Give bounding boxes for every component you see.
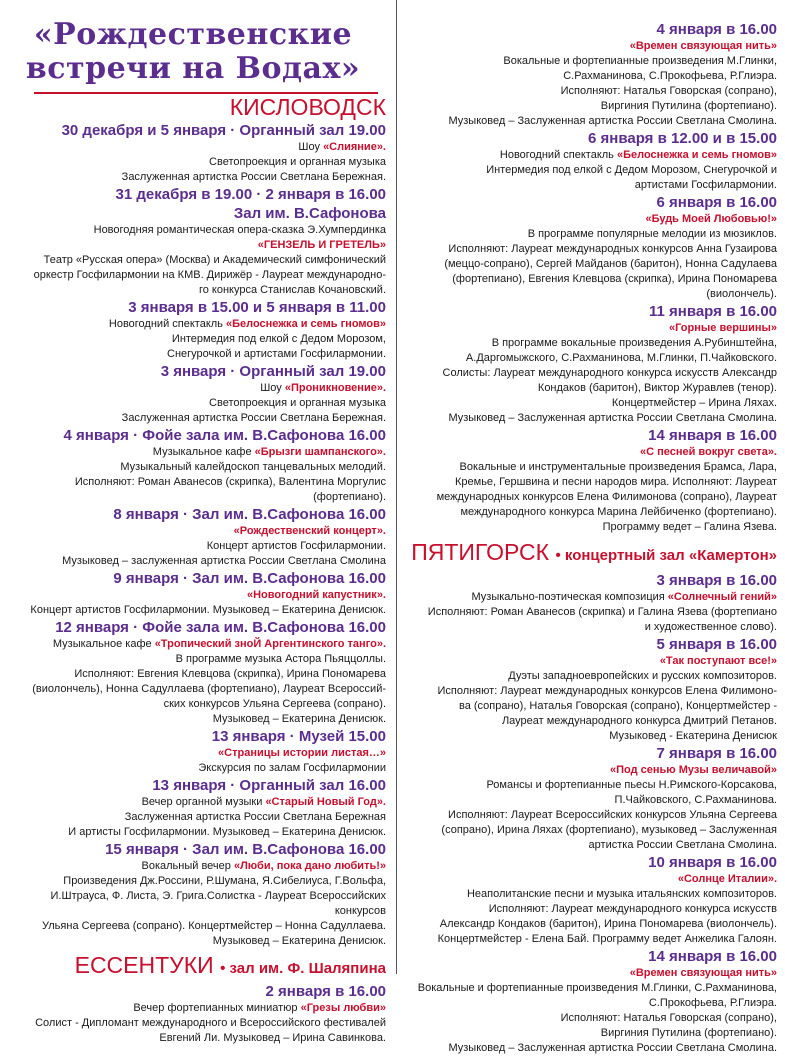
event-text-line: артистка России Светлана Смолина. bbox=[588, 839, 777, 851]
event-text-line: И.Штрауса, Ф. Листа, Э. Грига.Солистка - Лауреат Всероссийских конкурсов bbox=[50, 890, 386, 917]
event-text-line: Концертмейстер – Ирина Ляхах. bbox=[611, 397, 777, 409]
event-block bbox=[402, 193, 777, 302]
event-text-line: Исполняют: Лауреат международных конкурсов Анна Гузаирова bbox=[448, 243, 777, 255]
event-title-line bbox=[0, 1001, 386, 1016]
event-block bbox=[402, 571, 777, 635]
event-show-title: «Страницы истории листая…» bbox=[218, 747, 386, 759]
event-text-line: оркестр Госфилармонии на КМВ. Дирижёр - Лауреат международно- bbox=[33, 269, 386, 281]
event-label: Музыкальное кафе bbox=[152, 446, 255, 458]
event-text-line: Снегурочкой и артистами Госфилармонии. bbox=[167, 348, 386, 360]
event-show-title: «Под сенью Музы величавой» bbox=[610, 764, 777, 776]
event-block bbox=[0, 618, 386, 727]
event-title-line bbox=[402, 445, 777, 460]
event-label: Новогодний спектакль bbox=[499, 149, 617, 161]
event-title-line bbox=[0, 795, 386, 810]
event-block bbox=[0, 298, 386, 362]
event-date: 14 января в 16.00 bbox=[648, 948, 777, 965]
event-text-line: С.Прокофьева, Р.Глиэра. bbox=[648, 997, 777, 1009]
event-text-line: Виргиния Путилина (фортепиано). bbox=[600, 100, 777, 112]
event-text-line: Александр Кондаков (баритон), Ирина Пономарева (виолончель). bbox=[439, 918, 777, 930]
event-label: Шоу bbox=[260, 382, 285, 394]
event-text-line: С.Рахманинова, С.Прокофьева, Р.Глиэра. bbox=[563, 70, 777, 82]
event-title-line bbox=[402, 321, 777, 336]
event-title-line bbox=[0, 140, 386, 155]
event-show-title: «Проникновение». bbox=[284, 382, 386, 394]
event-title-line bbox=[0, 445, 386, 460]
event-label: Музыкально-поэтическая композиция bbox=[471, 591, 668, 603]
event-block bbox=[402, 426, 777, 535]
event-block bbox=[0, 121, 386, 185]
event-show-title: «Люби, пока дано любить!» bbox=[233, 860, 386, 872]
event-text-line: и художественное слово). bbox=[644, 621, 777, 633]
event-text-line: артистами Госфилармонии. bbox=[634, 179, 777, 191]
event-title-line bbox=[402, 148, 777, 163]
event-show-title: «Солнце Италии». bbox=[677, 873, 777, 885]
event-text-line: Исполняют: Наталья Говорская (сопрано), bbox=[560, 85, 777, 97]
event-text-line: Концертмейстер - Елена Бай. Программу ведет Анжелика Галоян. bbox=[437, 933, 777, 945]
event-block bbox=[402, 302, 777, 426]
event-date: 13 января · Музей 15.00 bbox=[211, 728, 386, 745]
event-date: 8 января · Зал им. В.Сафонова 16.00 bbox=[113, 506, 386, 523]
event-block bbox=[402, 853, 777, 947]
right-column bbox=[402, 0, 785, 1056]
event-block bbox=[0, 840, 386, 949]
event-text-line: Исполняют: Лауреат международного конкурса искусств bbox=[488, 903, 777, 915]
event-text-line: Музыковед – Екатерина Денисюк. bbox=[212, 935, 386, 947]
event-text-line: (виолончель), Нонна Садуллаева (фортепиано), Лауреат Всероссий- bbox=[32, 683, 386, 695]
event-block bbox=[402, 744, 777, 853]
event-text-line: Исполняют: Наталья Говорская (сопрано), bbox=[560, 1012, 777, 1024]
event-text-line: Исполняют: Роман Аванесов (скрипка), Валентина Моргулис bbox=[74, 476, 386, 488]
event-text-line: Евгений Ли. Музыковед – Ирина Савинкова. bbox=[159, 1032, 386, 1044]
event-text-line: Вокальные и фортепианные произведения М.Глинки, С.Рахманинова, bbox=[417, 982, 777, 994]
event-title-line bbox=[0, 637, 386, 652]
event-date: 10 января в 16.00 bbox=[648, 854, 777, 871]
event-title-line bbox=[0, 238, 386, 253]
event-text-line: В программе музыка Астора Пьяццоллы. bbox=[175, 653, 386, 665]
event-text-line: Дуэты западноевропейских и русских композиторов. bbox=[508, 670, 777, 682]
event-text-line: В программе вокальные произведения А.Рубинштейна, bbox=[491, 337, 777, 349]
event-text-line: ских конкурсов Ульяна Сергеева (сопрано). bbox=[163, 698, 386, 710]
event-text-line: Заслуженная артистка России Светлана Бережная. bbox=[121, 171, 386, 183]
event-show-title: «Будь Моей Любовью!» bbox=[645, 213, 777, 225]
event-show-title: «Слияние». bbox=[323, 141, 386, 153]
event-text-line: Солисты: Лауреат международного конкурса искусств Александр bbox=[442, 367, 777, 379]
city-heading-pyatigorsk: ПЯТИГОРСК • концертный зал «Камертон» bbox=[411, 539, 777, 565]
column-divider bbox=[396, 0, 397, 974]
event-show-title: «Так поступают все!» bbox=[659, 655, 777, 667]
event-block bbox=[402, 635, 777, 744]
city-heading-essentuki: ЕССЕНТУКИ • зал им. Ф. Шаляпина bbox=[74, 952, 386, 978]
event-text-line: (сопрано), Ирина Ляхах (фортепиано), музыковед – Заслуженная bbox=[441, 824, 777, 836]
event-date: 31 декабря в 19.00 · 2 января в 16.00 bbox=[115, 186, 386, 203]
event-show-title: «Солнечный гений» bbox=[667, 591, 777, 603]
event-text-line: Заслуженная артистка России Светлана Бережная. bbox=[121, 412, 386, 424]
event-text-line: (виолончель). bbox=[706, 288, 777, 300]
event-show-title: «Белоснежка и семь гномов» bbox=[616, 149, 777, 161]
event-text-line: Концерт артистов Госфилармонии. Музыковед – Екатерина Денисюк. bbox=[30, 604, 386, 616]
event-date: 7 января в 16.00 bbox=[656, 745, 777, 762]
event-title-line bbox=[402, 763, 777, 778]
event-text-line: Лауреат международного конкурса Дмитрий Петанов. bbox=[501, 715, 777, 727]
event-text-line: Концерт артистов Госфилармонии. bbox=[206, 540, 386, 552]
event-text-line: В программе популярные мелодии из мюзиклов. bbox=[527, 228, 777, 240]
event-block bbox=[0, 982, 386, 1046]
event-text-line: Музыковед – заслуженная артистка России Светлана Смолина bbox=[62, 555, 386, 567]
event-label: Вечер фортепианных миниатюр bbox=[133, 1002, 301, 1014]
event-text-line: Исполняют: Евгения Клевцова (скрипка), Ирина Пономарева bbox=[74, 668, 386, 680]
event-text-line: Музыковед - Екатерина Денисюк bbox=[609, 730, 777, 742]
event-text-line: Исполняют: Лауреат международных конкурсов Елена Филимоно- bbox=[437, 685, 777, 697]
event-date: 11 января в 16.00 bbox=[648, 303, 777, 320]
event-text-line: Неаполитанские песни и музыка итальянских композиторов. bbox=[466, 888, 777, 900]
event-date: 3 января в 15.00 и 5 января в 11.00 bbox=[128, 299, 386, 316]
event-block bbox=[0, 505, 386, 569]
city-heading-kislovodsk: КИСЛОВОДСК bbox=[229, 94, 386, 120]
event-text-line: Музыковед – Заслуженная артистка России Светлана Смолина. bbox=[448, 412, 777, 424]
event-show-title: «Времен связующая нить» bbox=[629, 967, 777, 979]
event-block bbox=[0, 426, 386, 505]
event-title-line bbox=[402, 39, 777, 54]
event-text-line: Музыковед – Екатерина Денисюк. bbox=[212, 713, 386, 725]
event-text-line: Исполняют: Роман Аванесов (скрипка) и Галина Язева (фортепиано bbox=[427, 606, 777, 618]
event-title-line bbox=[402, 654, 777, 669]
event-block bbox=[402, 20, 777, 129]
event-text-line: Интермедия под елкой с Дедом Морозом, bbox=[171, 333, 386, 345]
event-show-title: «Старый Новый Год». bbox=[265, 796, 386, 808]
event-show-title: «С песней вокруг света». bbox=[640, 446, 777, 458]
event-title-line bbox=[0, 381, 386, 396]
event-title-line bbox=[0, 588, 386, 603]
event-text-line: Кондаков (баритон), Виктор Журавлев (тенор). bbox=[537, 382, 777, 394]
event-text-line: А.Даргомыжского, С.Рахманинова, М.Глинки, П.Чайковского. bbox=[465, 352, 777, 364]
event-text-line: (фортепиано), Евгения Клевцова (скрипка), Ирина Пономарева bbox=[452, 273, 777, 285]
event-show-title: «Брызги шампанского». bbox=[254, 446, 386, 458]
event-show-title: «ГЕНЗЕЛЬ И ГРЕТЕЛЬ» bbox=[257, 239, 386, 251]
event-text-line: Произведения Дж.Россини, Р.Шумана, Я.Сибелиуса, Г.Вольфа, bbox=[63, 875, 386, 887]
event-show-title: «Новогодний капустник». bbox=[246, 589, 386, 601]
event-text-line: (меццо-сопрано), Сергей Майданов (баритон), Нонна Садулаева bbox=[444, 258, 777, 270]
event-date: Зал им. В.Сафонова bbox=[233, 205, 386, 222]
event-label: Шоу bbox=[298, 141, 324, 153]
event-text-line: П.Чайковского, С.Рахманинова. bbox=[614, 794, 777, 806]
festival-title: «Рождественские встречи на Водах» bbox=[25, 17, 361, 86]
event-title-line bbox=[402, 872, 777, 887]
event-date: 3 января в 16.00 bbox=[656, 572, 777, 589]
event-date: 4 января · Фойе зала им. В.Сафонова 16.00 bbox=[63, 427, 386, 444]
event-text-line: Заслуженная артистка России Светлана Бережная bbox=[124, 811, 386, 823]
event-text-line: Светопроекция и органная музыка bbox=[209, 397, 386, 409]
event-date: 30 декабря и 5 января · Органный зал 19.00 bbox=[61, 122, 386, 139]
event-text-line: Программу ведет – Галина Язева. bbox=[602, 521, 777, 533]
event-label: Вечер органной музыки bbox=[141, 796, 266, 808]
event-title-line bbox=[0, 746, 386, 761]
event-text-line: Театр «Русская опера» (Москва) и Академический симфонический bbox=[43, 254, 386, 266]
event-text-line: Музыковед – Заслуженная артистка России Светлана Смолина. bbox=[448, 115, 777, 127]
event-text-line: го конкурса Станислав Кочановский. bbox=[198, 284, 386, 296]
event-text-line: Романсы и фортепианные пьесы Н.Римского-Корсакова, bbox=[486, 779, 777, 791]
event-text-line: ва (сопрано), Наталья Говорская (сопрано), Концертмейстер - bbox=[458, 700, 777, 712]
event-show-title: «Тропический зноЙ Аргентинского танго». bbox=[154, 638, 386, 650]
event-show-title: «Белоснежка и семь гномов» bbox=[225, 318, 386, 330]
event-title-line bbox=[0, 317, 386, 332]
event-text-line: Вокальные и фортепианные произведения М.Глинки, bbox=[503, 55, 777, 67]
event-text-line: Солист - Дипломант международного и Всероссийского фестивалей bbox=[35, 1017, 386, 1029]
event-date: 12 января · Фойе зала им. В.Сафонова 16.00 bbox=[55, 619, 386, 636]
event-label: Новогодний спектакль bbox=[108, 318, 226, 330]
event-text-line: И артисты Госфилармонии. Музыковед – Екатерина Денисюк. bbox=[68, 826, 386, 838]
event-date: 4 января в 16.00 bbox=[656, 21, 777, 38]
event-text-line: Ульяна Сергеева (сопрано). Концертмейстер – Нонна Садуллаева. bbox=[42, 920, 386, 932]
event-text-line: международных конкурсов Елена Филимонова (сопрано), Лауреат bbox=[436, 491, 777, 503]
event-block bbox=[0, 362, 386, 426]
event-block bbox=[0, 185, 386, 298]
event-text-line: Кремье, Гершвина и песни народов мира. Исполняют: Лауреат bbox=[455, 476, 777, 488]
event-block bbox=[0, 727, 386, 776]
event-block bbox=[402, 129, 777, 193]
event-text-line: Интермедия под елкой с Дедом Морозом, Снегурочкой и bbox=[486, 164, 777, 176]
event-label: Вокальный вечер bbox=[141, 860, 234, 872]
event-date: 13 января · Органный зал 16.00 bbox=[152, 777, 386, 794]
event-date: 3 января · Органный зал 19.00 bbox=[160, 363, 386, 380]
event-show-title: «Времен связующая нить» bbox=[629, 40, 777, 52]
event-title-line bbox=[0, 524, 386, 539]
event-title-line bbox=[402, 212, 777, 227]
event-text-line: Виргиния Путилина (фортепиано). bbox=[600, 1027, 777, 1039]
event-label: Музыкальное кафе bbox=[52, 638, 155, 650]
event-date: 14 января в 16.00 bbox=[648, 427, 777, 444]
event-text-line: (фортепиано). bbox=[313, 491, 386, 503]
event-date: 6 января в 16.00 bbox=[656, 194, 777, 211]
event-show-title: «Рождественский концерт». bbox=[233, 525, 386, 537]
event-text-line: Вокальные и инструментальные произведения Брамса, Лара, bbox=[459, 461, 777, 473]
event-block bbox=[0, 776, 386, 840]
event-date: 5 января в 16.00 bbox=[656, 636, 777, 653]
event-text-line: Исполняют: Лауреат Всероссийских конкурсов Ульяна Сергеева bbox=[448, 809, 777, 821]
event-title-line bbox=[0, 859, 386, 874]
event-text-line: Музыковед – Заслуженная артистка России Светлана Смолина. bbox=[448, 1042, 777, 1054]
event-date: 6 января в 12.00 и в 15.00 bbox=[588, 130, 777, 147]
event-date: 9 января · Зал им. В.Сафонова 16.00 bbox=[113, 570, 386, 587]
event-show-title: «Горные вершины» bbox=[669, 322, 777, 334]
event-title-line bbox=[402, 590, 777, 605]
left-column bbox=[0, 0, 392, 1046]
event-text-line: Светопроекция и органная музыка bbox=[209, 156, 386, 168]
event-show-title: «Грезы любви» bbox=[300, 1002, 386, 1014]
event-text-line: Музыкальный калейдоскоп танцевальных мелодий. bbox=[120, 461, 386, 473]
event-text-line: международного конкурса Марина Лейбиченко (фортепиано). bbox=[460, 506, 777, 518]
event-date: 15 января · Зал им. В.Сафонова 16.00 bbox=[105, 841, 386, 858]
event-text-line: Новогодняя романтическая опера-сказка Э.Хумпердинка bbox=[93, 224, 386, 236]
event-date: 2 января в 16.00 bbox=[265, 983, 386, 1000]
event-block bbox=[402, 947, 777, 1056]
event-text-line: Экскурсия по залам Госфилармонии bbox=[198, 762, 386, 774]
event-block bbox=[0, 569, 386, 618]
